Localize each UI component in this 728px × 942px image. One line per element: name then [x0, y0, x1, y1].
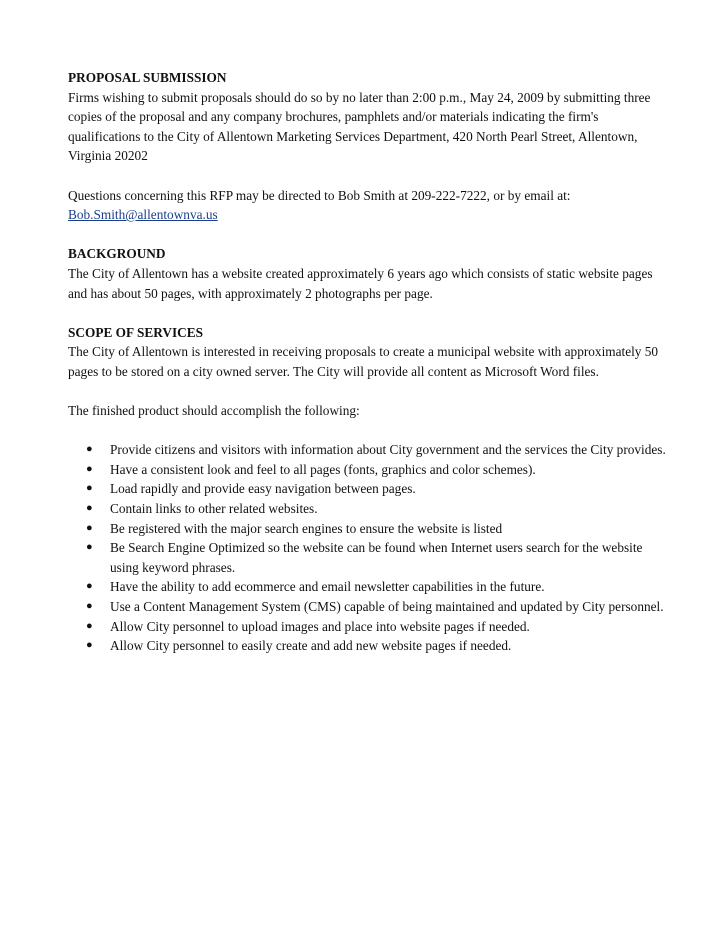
list-item-text: Be registered with the major search engines to ensure the website is listed [110, 520, 503, 536]
list-item [68, 617, 668, 637]
list-item [68, 440, 668, 460]
list-item-text: Be Search Engine Optimized so the website can be found when Internet users search for the website using keyword phrases. [110, 540, 643, 575]
list-item [68, 460, 668, 480]
finished-product-intro: The finished product should accomplish the following: [68, 403, 360, 419]
list-item-text: Load rapidly and provide easy navigation between pages. [110, 481, 416, 497]
proposal-submission-section [68, 68, 668, 166]
background-heading: BACKGROUND [68, 246, 166, 262]
proposal-submission-body: Firms wishing to submit proposals should do so by no later than 2:00 p.m., May 24, 2009 by submitting three copies of the proposal and any company brochures, pamphlets and/or materials indicating the firm's qualifications to the City of Allentown Marketing Services Department, 420 North Pearl Street, Allentown, Virginia 20202 [68, 89, 651, 164]
bullet-icon: ● [86, 521, 93, 534]
list-item [68, 597, 668, 617]
list-item-text: Allow City personnel to easily create and add new website pages if needed. [110, 638, 512, 654]
bullet-icon: ● [86, 443, 93, 456]
list-item [68, 479, 668, 499]
bullet-icon: ● [86, 639, 93, 652]
bullet-icon: ● [86, 462, 93, 475]
scope-of-services-heading: SCOPE OF SERVICES [68, 324, 203, 340]
bullet-icon: ● [86, 502, 93, 515]
contact-email-link[interactable]: Bob.Smith@allentownva.us [68, 207, 218, 223]
proposal-submission-heading: PROPOSAL SUBMISSION [68, 70, 227, 85]
list-item-text: Have the ability to add ecommerce and email newsletter capabilities in the future. [110, 579, 545, 595]
finished-product-section [68, 401, 668, 656]
questions-text: Questions concerning this RFP may be directed to Bob Smith at 209-222-7222, or by email at: [68, 187, 571, 203]
background-section [68, 244, 668, 303]
document-page [68, 68, 668, 656]
bullet-icon: ● [86, 580, 93, 593]
list-item-text: Have a consistent look and feel to all pages (fonts, graphics and color schemes). [110, 461, 536, 477]
requirements-list [68, 440, 668, 656]
scope-of-services-section [68, 323, 668, 382]
questions-section [68, 186, 668, 225]
list-item [68, 499, 668, 519]
bullet-icon: ● [86, 600, 93, 613]
bullet-icon: ● [86, 482, 93, 495]
list-item [68, 577, 668, 597]
bullet-icon: ● [86, 619, 93, 632]
list-item-text: Use a Content Management System (CMS) capable of being maintained and updated by City personnel. [110, 599, 664, 615]
list-item-text: Provide citizens and visitors with information about City government and the services the City provides. [110, 442, 666, 458]
background-body: The City of Allentown has a website created approximately 6 years ago which consists of static website pages and has about 50 pages, with approximately 2 photographs per page. [68, 265, 653, 301]
list-item [68, 636, 668, 656]
list-item-text: Contain links to other related websites. [110, 501, 318, 517]
list-item-text: Allow City personnel to upload images and place into website pages if needed. [110, 618, 530, 634]
bullet-icon: ● [86, 541, 93, 554]
scope-of-services-body: The City of Allentown is interested in receiving proposals to create a municipal website with approximately 50 pages to be stored on a city owned server. The City will provide all content as Microsoft Word files. [68, 344, 659, 379]
list-item [68, 538, 668, 577]
list-item [68, 519, 668, 539]
